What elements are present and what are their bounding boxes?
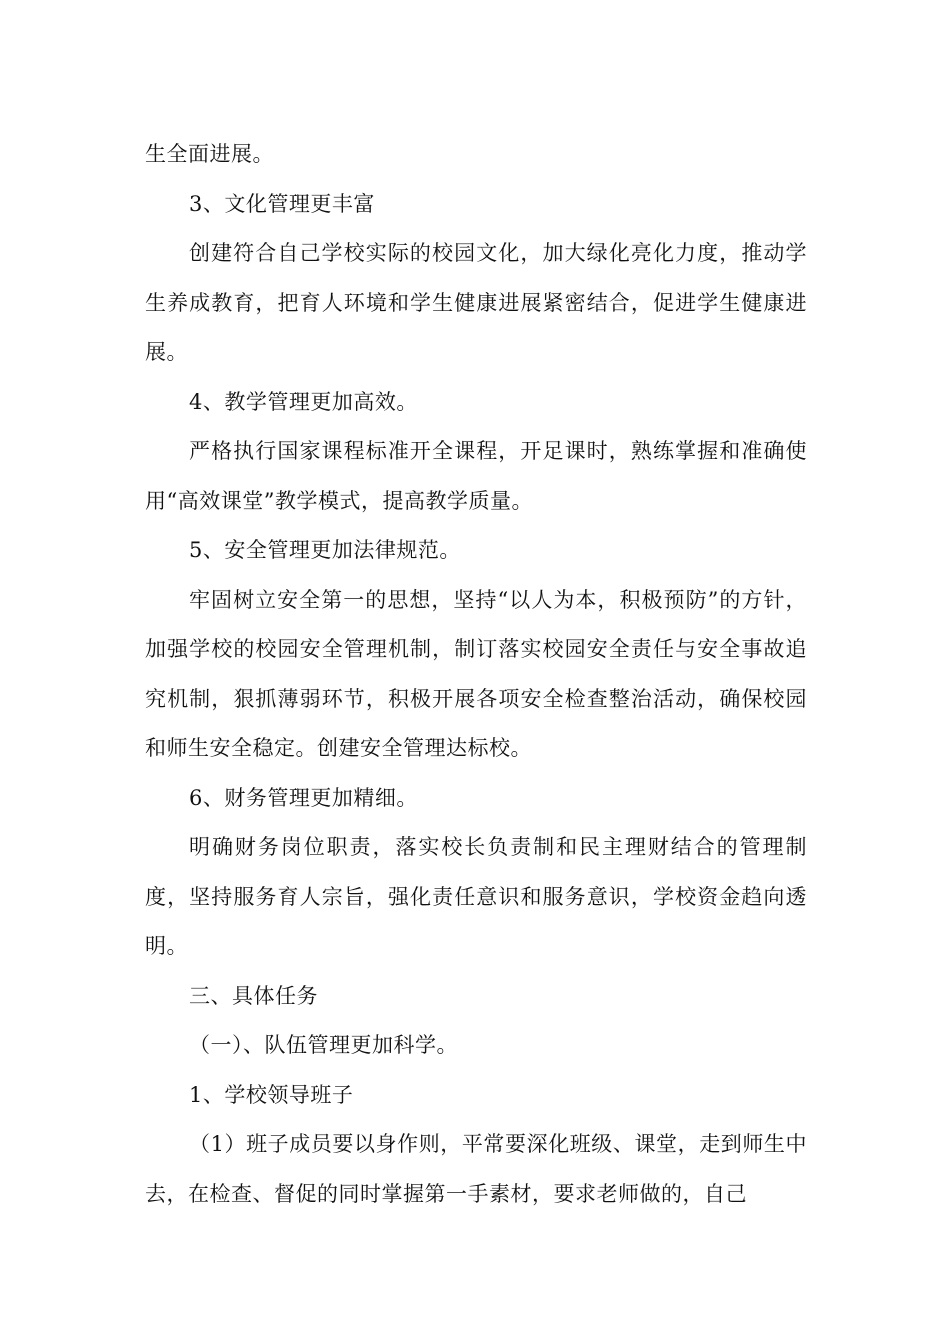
heading-specific-tasks: 三、具体任务 — [189, 983, 318, 1008]
paragraph-continuation: 生全面进展。 — [145, 142, 274, 166]
heading-team-management: （一）、队伍管理更加科学。 — [189, 1033, 458, 1057]
paragraph-teaching-management: 严格执行国家课程标准开全课程，开足课时，熟练掌握和准确使用“高效课堂”教学模式，提高教学质量。 — [145, 439, 807, 513]
paragraph-culture-management: 创建符合自己学校实际的校园文化，加大绿化亮化力度，推动学生养成教育，把育人环境和学生健康进展紧密结合，促进学生健康进展。 — [145, 241, 807, 364]
heading-leadership-team: 1、学校领导班子 — [189, 1082, 354, 1107]
heading-safety-management: 5、安全管理更加法律规范。 — [189, 538, 461, 562]
paragraph-leadership-item-1: （1）班子成员要以身作则，平常要深化班级、课堂，走到师生中去，在检查、督促的同时掌握第一手素材，要求老师做的，自己 — [145, 1132, 807, 1206]
paragraph-safety-management: 牢固树立安全第一的思想，坚持“以人为本，积极预防”的方针，加强学校的校园安全管理机制，制订落实校园安全责任与安全事故追究机制，狠抓薄弱环节，积极开展各项安全检查整治活动，确保校园和师生安全稳定。创建安全管理达标校。 — [145, 587, 807, 760]
document-body — [145, 130, 807, 1219]
heading-finance-management: 6、财务管理更加精细。 — [189, 785, 418, 810]
heading-culture-management: 3、文化管理更丰富 — [189, 191, 375, 216]
paragraph-finance-management: 明确财务岗位职责，落实校长负责制和民主理财结合的管理制度，坚持服务育人宗旨，强化责任意识和服务意识，学校资金趋向透明。 — [145, 835, 807, 958]
heading-teaching-management: 4、教学管理更加高效。 — [189, 389, 418, 414]
